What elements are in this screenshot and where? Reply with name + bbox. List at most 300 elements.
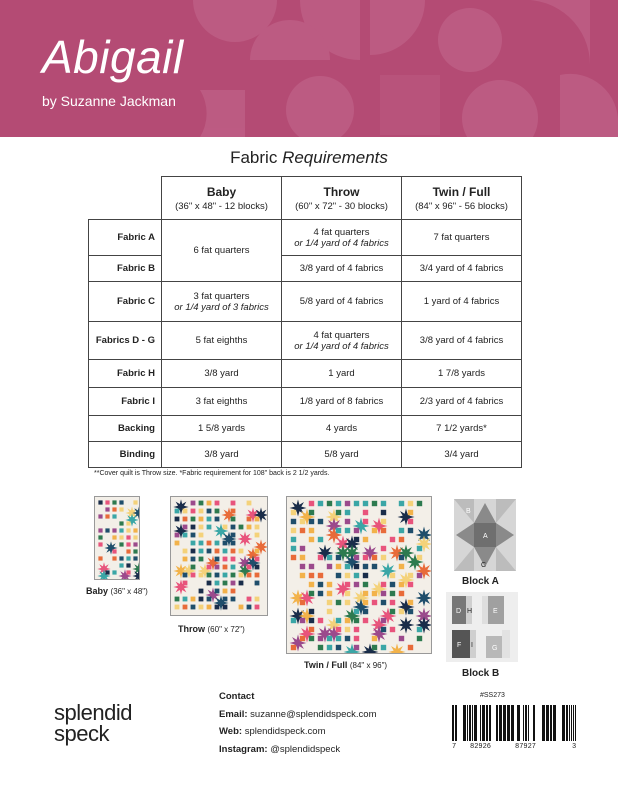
quilt-square xyxy=(126,563,130,567)
quilt-square xyxy=(345,591,350,596)
quilt-square xyxy=(239,549,244,554)
quilt-square xyxy=(199,517,204,522)
quilt-square xyxy=(126,528,130,532)
quilt-square xyxy=(112,500,116,504)
quilt-square xyxy=(199,501,204,506)
quilt-square xyxy=(336,636,341,641)
quilt-square xyxy=(309,564,314,569)
quilt-square xyxy=(112,556,116,560)
barcode-bar xyxy=(496,705,498,741)
quilt-square xyxy=(119,500,123,504)
quilt-square xyxy=(363,519,368,524)
quilt-square xyxy=(231,597,236,602)
quilt-square xyxy=(175,541,180,546)
quilt-square xyxy=(191,565,196,570)
quilt-square xyxy=(223,597,228,602)
quilt-square xyxy=(105,500,109,504)
block-b-letter-d: D xyxy=(456,608,462,615)
quilt-square xyxy=(345,501,350,506)
quilt-square xyxy=(231,581,236,586)
quilt-square xyxy=(309,519,314,524)
barcode-bar xyxy=(546,705,549,741)
quilt-square xyxy=(417,636,422,641)
quilt-square xyxy=(399,609,404,614)
quilt-square xyxy=(345,636,350,641)
quilt-square xyxy=(372,528,377,533)
quilt-square xyxy=(327,582,332,587)
quilt-square xyxy=(215,517,220,522)
quilt-square xyxy=(354,537,359,542)
quilt-square xyxy=(336,573,341,578)
quilt-square xyxy=(207,541,212,546)
quilt-square xyxy=(363,591,368,596)
quilt-square xyxy=(399,528,404,533)
table-row: Fabric A 6 fat quarters 4 fat quarters or 1/4 yard of 4 fabrics 7 fat quarters xyxy=(89,220,522,256)
quilt-square xyxy=(336,618,341,623)
quilt-square xyxy=(126,542,130,546)
quilt-square xyxy=(215,605,220,610)
quilt-square xyxy=(231,533,236,538)
quilt-square xyxy=(183,605,188,610)
quilt-square xyxy=(199,541,204,546)
quilt-square xyxy=(336,627,341,632)
quilt-square xyxy=(408,600,413,605)
quilt-square xyxy=(255,565,260,570)
table-row: Fabric B 3/8 yard of 4 fabrics 3/4 yard of 4 fabrics xyxy=(89,256,522,282)
quilt-square xyxy=(363,510,368,515)
quilt-square xyxy=(175,533,180,538)
quilt-square xyxy=(191,525,196,530)
quilt-square xyxy=(126,556,130,560)
quilt-square xyxy=(231,549,236,554)
instagram-link[interactable]: @splendidspeck xyxy=(270,743,341,755)
quilt-square xyxy=(399,555,404,560)
quilt-square xyxy=(399,591,404,596)
barcode-bar xyxy=(489,705,491,741)
pattern-byline: by Suzanne Jackman xyxy=(42,93,176,109)
quilt-square xyxy=(309,591,314,596)
quilt-square xyxy=(247,605,252,610)
barcode-bar xyxy=(528,705,529,741)
quilt-square xyxy=(408,501,413,506)
quilt-square xyxy=(291,618,296,623)
quilt-square xyxy=(417,501,422,506)
quilt-square xyxy=(98,542,102,546)
quilt-square xyxy=(191,597,196,602)
quilt-square xyxy=(255,557,260,562)
quilt-square xyxy=(112,535,116,539)
quilt-square xyxy=(345,573,350,578)
quilt-square xyxy=(183,517,188,522)
quilt-square xyxy=(231,501,236,506)
quilt-square xyxy=(390,609,395,614)
title-plain: Fabric xyxy=(230,148,278,167)
quilt-square xyxy=(318,618,323,623)
table-footnote: **Cover quilt is Throw size. *Fabric requirement for 108" back is 2 1/2 yards. xyxy=(94,470,330,477)
quilt-square xyxy=(191,573,196,578)
quilt-square xyxy=(354,555,359,560)
block-b-letter-e: E xyxy=(493,608,498,615)
quilt-square xyxy=(309,636,314,641)
quilt-square xyxy=(300,555,305,560)
quilt-square xyxy=(199,509,204,514)
quilt-square xyxy=(247,573,252,578)
quilt-square xyxy=(345,510,350,515)
quilt-square xyxy=(215,565,220,570)
barcode-bar xyxy=(474,705,477,741)
fabric-requirements-title xyxy=(0,148,618,168)
quilt-square xyxy=(207,597,212,602)
quilt-square xyxy=(417,555,422,560)
barcode-bar xyxy=(480,705,481,741)
quilt-square xyxy=(191,605,196,610)
quilt-square xyxy=(381,618,386,623)
quilt-square xyxy=(363,555,368,560)
quilt-square xyxy=(207,501,212,506)
quilt-square xyxy=(291,519,296,524)
quilt-square xyxy=(327,501,332,506)
title-italic: Requirements xyxy=(282,148,388,167)
table-row: Binding 3/8 yard 5/8 yard 3/4 yard xyxy=(89,442,522,468)
quilt-square xyxy=(207,581,212,586)
quilt-square xyxy=(215,573,220,578)
quilt-square xyxy=(291,546,296,551)
quilt-square xyxy=(215,541,220,546)
quilt-square xyxy=(345,519,350,524)
quilt-square xyxy=(327,645,332,650)
quilt-square xyxy=(255,517,260,522)
block-b-letter-i: I xyxy=(471,642,473,649)
quilt-square xyxy=(239,605,244,610)
quilt-square xyxy=(309,609,314,614)
quilt-square xyxy=(300,573,305,578)
quilt-square xyxy=(309,627,314,632)
quilt-square xyxy=(255,605,260,610)
table-row: Fabric H 3/8 yard 1 yard 1 7/8 yards xyxy=(89,360,522,388)
quilt-square xyxy=(199,589,204,594)
quilt-square xyxy=(327,636,332,641)
web-link[interactable]: splendidspeck.com xyxy=(244,726,326,737)
quilt-square xyxy=(336,564,341,569)
quilt-square xyxy=(207,549,212,554)
quilt-square xyxy=(175,517,180,522)
table-row: Fabrics D - G 5 fat eighths 4 fat quarters or 1/4 yard of 4 fabrics 3/8 yard of 4 fabrics xyxy=(89,322,522,360)
quilt-square xyxy=(381,582,386,587)
barcode-digits-1: 82926 xyxy=(470,743,492,751)
table-row: Fabric I 3 fat eighths 1/8 yard of 8 fabrics 2/3 yard of 4 fabrics xyxy=(89,388,522,416)
barcode-bar xyxy=(499,705,502,741)
quilt-square xyxy=(223,573,228,578)
quilt-square xyxy=(215,509,220,514)
quilt-square xyxy=(408,645,413,650)
barcode-bar xyxy=(566,705,568,741)
quilt-square xyxy=(105,507,109,511)
quilt-square xyxy=(354,564,359,569)
quilt-square xyxy=(390,600,395,605)
quilt-square xyxy=(309,618,314,623)
quilt-square xyxy=(300,564,305,569)
quilt-square xyxy=(119,535,123,539)
quilt-square xyxy=(255,573,260,578)
quilt-square xyxy=(207,517,212,522)
quilt-square xyxy=(199,533,204,538)
block-b-diagram xyxy=(446,592,518,662)
quilt-square xyxy=(291,510,296,515)
quilt-square xyxy=(336,600,341,605)
quilt-square xyxy=(327,591,332,596)
quilt-square xyxy=(231,517,236,522)
quilt-square xyxy=(133,542,137,546)
throw-quilt-caption: Throw (60" x 72") xyxy=(178,624,245,634)
quilt-square xyxy=(183,581,188,586)
quilt-square xyxy=(381,591,386,596)
quilt-square xyxy=(300,618,305,623)
quilt-square xyxy=(247,501,252,506)
barcode xyxy=(452,705,577,741)
quilt-square xyxy=(126,549,130,553)
quilt-square xyxy=(223,605,228,610)
quilt-square xyxy=(363,564,368,569)
quilt-square xyxy=(336,510,341,515)
quilt-square xyxy=(363,609,368,614)
quilt-square xyxy=(239,581,244,586)
barcode-bar xyxy=(463,705,466,741)
barcode-bar xyxy=(523,705,524,741)
quilt-square xyxy=(175,605,180,610)
quilt-square xyxy=(126,570,130,574)
quilt-square xyxy=(223,557,228,562)
barcode-bar xyxy=(542,705,545,741)
sku-number: #SS273 xyxy=(480,692,505,699)
barcode-digits-2: 87927 xyxy=(515,743,537,751)
quilt-square xyxy=(336,645,341,650)
quilt-square xyxy=(215,549,220,554)
quilt-square xyxy=(231,509,236,514)
quilt-square xyxy=(183,533,188,538)
barcode-bar xyxy=(472,705,473,741)
quilt-square xyxy=(390,573,395,578)
barcode-digit-right: 3 xyxy=(572,743,577,751)
quilt-square xyxy=(126,521,130,525)
quilt-square xyxy=(175,509,180,514)
quilt-square xyxy=(300,528,305,533)
quilt-square xyxy=(300,519,305,524)
quilt-square xyxy=(309,537,314,542)
quilt-square xyxy=(372,591,377,596)
table-row: Backing 1 5/8 yards 4 yards 7 1/2 yards* xyxy=(89,416,522,442)
barcode-digit-left: 7 xyxy=(452,743,457,751)
contact-heading: Contact xyxy=(219,691,255,702)
quilt-square xyxy=(372,555,377,560)
quilt-square xyxy=(345,528,350,533)
fabric-requirements-table xyxy=(88,176,522,468)
quilt-square xyxy=(417,627,422,632)
quilt-square xyxy=(300,636,305,641)
quilt-square xyxy=(191,557,196,562)
quilt-square xyxy=(408,582,413,587)
quilt-square xyxy=(199,549,204,554)
quilt-square xyxy=(133,528,137,532)
quilt-square xyxy=(381,528,386,533)
quilt-square xyxy=(372,564,377,569)
quilt-square xyxy=(191,509,196,514)
quilt-square xyxy=(119,556,123,560)
quilt-square xyxy=(291,537,296,542)
quilt-square xyxy=(336,501,341,506)
block-a-letter-b: B xyxy=(466,508,471,515)
quilt-square xyxy=(354,609,359,614)
barcode-bar xyxy=(575,705,576,741)
quilt-square xyxy=(119,563,123,567)
quilt-square xyxy=(191,533,196,538)
block-a-label: Block A xyxy=(462,576,499,587)
quilt-square xyxy=(223,589,228,594)
quilt-square xyxy=(105,528,109,532)
quilt-square xyxy=(207,573,212,578)
quilt-square xyxy=(191,549,196,554)
quilt-square xyxy=(318,555,323,560)
quilt-square xyxy=(223,581,228,586)
quilt-square xyxy=(239,573,244,578)
quilt-square xyxy=(199,557,204,562)
barcode-bar xyxy=(452,705,454,741)
throw-quilt-image xyxy=(170,496,268,616)
quilt-square xyxy=(255,525,260,530)
quilt-square xyxy=(183,573,188,578)
quilt-square xyxy=(372,600,377,605)
quilt-square xyxy=(231,541,236,546)
corner-cell xyxy=(89,177,162,220)
quilt-square xyxy=(247,565,252,570)
twin-quilt-image xyxy=(286,496,432,654)
quilt-square xyxy=(372,645,377,650)
quilt-square xyxy=(399,636,404,641)
quilt-square xyxy=(318,591,323,596)
quilt-square xyxy=(318,501,323,506)
quilt-square xyxy=(381,510,386,515)
quilt-square xyxy=(291,645,296,650)
block-a-letter-a: A xyxy=(483,533,488,540)
quilt-square xyxy=(119,507,123,511)
quilt-square xyxy=(119,542,123,546)
quilt-square xyxy=(133,556,137,560)
quilt-square xyxy=(207,565,212,570)
quilt-square xyxy=(318,573,323,578)
baby-quilt-image xyxy=(94,496,140,580)
quilt-square xyxy=(417,546,422,551)
quilt-square xyxy=(381,645,386,650)
quilt-square xyxy=(191,517,196,522)
quilt-square xyxy=(363,501,368,506)
quilt-square xyxy=(255,549,260,554)
header-banner xyxy=(0,0,618,137)
quilt-square xyxy=(408,528,413,533)
quilt-square xyxy=(98,528,102,532)
quilt-square xyxy=(223,565,228,570)
quilt-square xyxy=(363,573,368,578)
quilt-square xyxy=(363,618,368,623)
quilt-square xyxy=(354,645,359,650)
quilt-square xyxy=(417,573,422,578)
barcode-bar xyxy=(517,705,520,741)
quilt-square xyxy=(183,549,188,554)
quilt-square xyxy=(408,573,413,578)
barcode-bar xyxy=(455,705,457,741)
quilt-square xyxy=(318,645,323,650)
barcode-bar xyxy=(486,705,488,741)
contact-block: Contact Email: suzanne@splendidspeck.com Web: splendidspeck.com Instagram: @splendidspeck xyxy=(219,691,377,755)
quilt-square xyxy=(207,525,212,530)
quilt-square xyxy=(207,509,212,514)
quilt-square xyxy=(247,597,252,602)
quilt-square xyxy=(199,597,204,602)
quilt-square xyxy=(247,525,252,530)
quilt-square xyxy=(175,597,180,602)
quilt-square xyxy=(363,582,368,587)
block-b-letter-f: F xyxy=(457,642,462,649)
quilt-square xyxy=(112,514,116,518)
quilt-square xyxy=(112,570,116,574)
quilt-square xyxy=(199,605,204,610)
barcode-bar xyxy=(573,705,574,741)
quilt-square xyxy=(255,533,260,538)
quilt-square xyxy=(215,501,220,506)
quilt-square xyxy=(223,525,228,530)
quilt-square xyxy=(345,582,350,587)
quilt-square xyxy=(119,528,123,532)
quilt-square xyxy=(318,636,323,641)
quilt-square xyxy=(345,627,350,632)
quilt-square xyxy=(183,525,188,530)
quilt-square xyxy=(199,525,204,530)
email-link[interactable]: suzanne@splendidspeck.com xyxy=(250,708,377,720)
quilt-square xyxy=(390,582,395,587)
quilt-square xyxy=(215,557,220,562)
quilt-square xyxy=(354,573,359,578)
quilt-square xyxy=(345,600,350,605)
quilt-square xyxy=(255,581,260,586)
quilt-square xyxy=(399,501,404,506)
quilt-square xyxy=(300,600,305,605)
quilt-square xyxy=(133,549,137,553)
quilt-square xyxy=(399,564,404,569)
quilt-square xyxy=(354,528,359,533)
quilt-square xyxy=(345,564,350,569)
quilt-square xyxy=(327,555,332,560)
quilt-star xyxy=(237,531,252,546)
quilt-square xyxy=(183,597,188,602)
barcode-bar xyxy=(525,705,527,741)
block-b-label: Block B xyxy=(462,668,500,679)
quilt-square xyxy=(247,517,252,522)
quilt-square xyxy=(133,500,137,504)
barcode-bar xyxy=(507,705,510,741)
table-row: Fabric C 3 fat quarters or 1/4 yard of 3 fabrics 5/8 yard of 4 fabrics 1 yard of 4 fabrics xyxy=(89,282,522,322)
barcode-bar xyxy=(511,705,514,741)
quilt-square xyxy=(345,618,350,623)
quilt-square xyxy=(112,507,116,511)
quilt-square xyxy=(309,510,314,515)
quilt-square xyxy=(231,557,236,562)
quilt-square xyxy=(231,565,236,570)
quilt-square xyxy=(183,509,188,514)
quilt-square xyxy=(191,541,196,546)
quilt-square xyxy=(231,589,236,594)
block-a-letter-c: C xyxy=(481,562,487,569)
column-baby: Baby (36" x 48" - 12 blocks) xyxy=(162,177,282,220)
quilt-square xyxy=(381,627,386,632)
quilt-square xyxy=(183,557,188,562)
